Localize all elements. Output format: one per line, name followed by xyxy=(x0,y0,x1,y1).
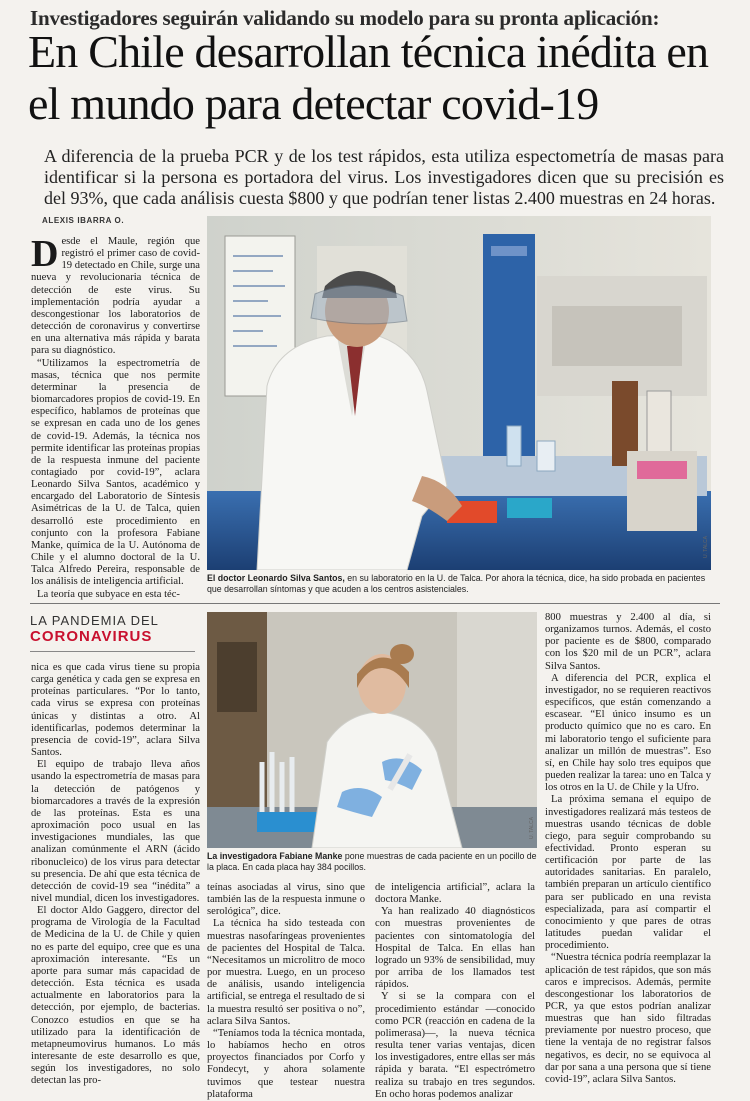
column-4 xyxy=(545,612,711,1086)
paragraph: La próxima semana el equipo de investigadores realizará más testeos de muestras usando técnicas de doble ciego, para seguir comprobando su efectividad. Pronto esperan su certificación por parte de las autoridades sanitarias. En paralelo, también preparan un artículo científico para ser publicado en una revista especializada, para así compartir el conocimiento y que pares de otras latitudes puedan validar el procedimiento. xyxy=(545,794,711,952)
section-title-line-1: LA PANDEMIA DEL xyxy=(30,613,159,628)
photo-credit: U. TALCA xyxy=(703,536,709,559)
paragraph: teínas asociadas al virus, sino que también las de la respuesta inmune o serológica”, dice. xyxy=(207,882,365,918)
paragraph: El equipo de trabajo lleva años usando la espectrometría de masas para la detección de patógenos y biomarcadores a través de la expresión de las proteínas. Esta es una aproximación poco usual en las investigaciones mundiales, las que analizan comúnmente el ARN (ácido ribonucleico) de los virus para detectar su presencia. De ahí que esta técnica de detección de covid-19 sea “inédita” a nivel mundial, dicen los investigadores. xyxy=(31,759,200,904)
photo-credit: U. TALCA xyxy=(529,817,535,840)
photo-caption-1 xyxy=(207,573,711,595)
column-1-top xyxy=(31,233,200,601)
paragraph: Ya han realizado 40 diagnósticos con muestras provenientes de pacientes con sintomatología del Hospital de Talca. En ellas han logrado un 93% de sensibilidad, muy por arriba de los llamados test rápidos. xyxy=(375,906,535,991)
paragraph: A diferencia del PCR, explica el investigador, no se requieren reactivos específicos, que están comenzando a escasear. “El único insumo es un producto químico que no es caro. En mi laboratorio tengo el suficiente para analizar un millón de muestras”. Eso sí, en Chile hay solo tres equipos que pueden realizar la tarea: uno en Talca y los otros en la U. de Chile y la Ufro. xyxy=(545,672,711,794)
caption-text: en su laboratorio en la U. de Talca. Por ahora la técnica, dice, ha sido probada en pacientes que desarrollan síntomas y que acuden a los centros asistenciales. xyxy=(207,573,706,594)
paragraph: La técnica ha sido testeada con muestras nasofaríngeas provenientes de pacientes del Hospital de Talca. “Necesitamos un microlitro de moco por muestra. Luego, en un proceso de análisis, usando inteligencia artificial, se entrega el resultado de si la muestra resultó ser positiva o no”, aclara Silva Santos. xyxy=(207,918,365,1027)
kicker: Investigadores seguirán validando su modelo para su pronta aplicación: xyxy=(30,6,660,30)
lab-photo-illustration xyxy=(207,216,711,570)
paragraph: 800 muestras y 2.400 al día, si organizamos turnos. Además, el costo por paciente es de $800, comparado con los $20 mil de un PCR”, aclara Silva Santos. xyxy=(545,612,711,672)
paragraph: nica es que cada virus tiene su propia carga genética y cada gen se expresa en proteínas particulares. “Por lo tanto, cada virus se expresa con proteínas únicas y distintas a otro. Al identificarlas, podemos determinar la presencia de covid-19”, aclara Silva Santos. xyxy=(31,662,200,759)
paragraph: “Nuestra técnica podría reemplazar la aplicación de test rápidos, que son más caros e imprecisos. Además, permite descongestionar los laboratorios de PCR, ya que estos podrían analizar muestras que han sido filtradas previamente por nuestro proceso, que tiene la ventaja de no registrar falsos negativos, es decir, no se equivoca al dar por sana a una persona que sí tiene covid-19”, aclara Silva Santos. xyxy=(545,952,711,1085)
researcher-photo-illustration xyxy=(207,612,537,848)
caption-lead: El doctor Leonardo Silva Santos, xyxy=(207,573,345,583)
dropcap: D xyxy=(31,233,59,275)
paragraph: El doctor Aldo Gaggero, director del programa de Virología de la Facultad de Medicina de la U. de Chile y quien no es parte del equipo, cree que es una aproximación interesante. “Es un aporte para sumar más capacidad de detección. Esta técnica es usada actualmente en laboratorios para la detección, por ejemplo, de bacterias. Conozco estudios en que se ha utilizado para la identificación de metapneumovirus humanos. Lo más interesante de este desarrollo es que, según los investigadores, no solo detectan las pro- xyxy=(31,905,200,1087)
column-2-bottom xyxy=(207,882,365,1101)
section-divider xyxy=(30,603,720,604)
paragraph: de inteligencia artificial”, aclara la doctora Manke. xyxy=(375,882,535,906)
paragraph: “Teníamos toda la técnica montada, lo habíamos hecho en otros proyectos financiados por Corfo y Fondecyt, y ahora solamente tuvimos que testear nuestra plataforma xyxy=(207,1027,365,1100)
deck: A diferencia de la prueba PCR y de los test rápidos, esta utiliza espectometría de masas para identificar si la persona es portadora del virus. Los investigadores dicen que su precisión es del 93%, que cada análisis cuesta $800 y que podrían tener listas 2.400 muestras en 24 horas. xyxy=(44,146,724,208)
paragraph: La teoría que subyace en esta téc- xyxy=(37,588,180,600)
section-flag xyxy=(30,613,195,652)
headline: En Chile desarrollan técnica inédita en el mundo para detectar covid-19 xyxy=(28,26,709,129)
paragraph: “Utilizamos la espectrometría de masas, técnica que nos permite determinar la presencia de biomarcadores propios de covid-19. En específico, hablamos de proteínas que se expresan en cada uno de los genes de covid-19. Además, la técnica nos permite identificar las proteínas propias de la respuesta inmune del paciente contagiado por covid-19”, aclara Leonardo Silva Santos, académico y encargado del Laboratorio de Síntesis Asimétricas de la U. de Talca, quien desarrolló este procedimiento en conjunto con la profesora Fabiane Manke, química de la U. Autónoma de Chile y el alumno doctoral de la U. Talca Alfredo Pereira, responsable de los análisis de inteligencia artificial. xyxy=(31,357,200,588)
byline: ALEXIS IBARRA O. xyxy=(42,216,125,225)
caption-lead: La investigadora Fabiane Manke xyxy=(207,851,343,861)
caption-text: pone muestras de cada paciente en un pocillo de la placa. En cada placa hay 384 pocillos. xyxy=(207,851,537,872)
column-3-bottom xyxy=(375,882,535,1101)
photo-researcher xyxy=(207,612,537,848)
column-1-bottom xyxy=(31,662,200,1087)
section-title-line-2: CORONAVIRUS xyxy=(30,628,153,645)
paragraph: Y si se la compara con el procedimiento estándar —conocido como PCR (reacción en cadena de la polimerasa)—, la nueva técnica resulta tener varias ventajas, dicen los investigadores, entre ellas ser más rápida y barata. “El espectrómetro realiza su trabajo en tres segundos. En ocho horas podemos analizar xyxy=(375,991,535,1100)
photo-lab-doctor xyxy=(207,216,711,570)
paragraph: esde el Maule, región que registró el primer caso de covid-19 detectado en Chile, surge una nueva y revolucionaria técnica de detección de este virus. Su implementación podría ayudar a descongestionar los laboratorios de detección de coronavirus y convertirse en una alternativa más rápida y barata para su diagnóstico. xyxy=(31,236,200,357)
section-flag-rule xyxy=(30,651,195,652)
photo-caption-2 xyxy=(207,851,537,873)
